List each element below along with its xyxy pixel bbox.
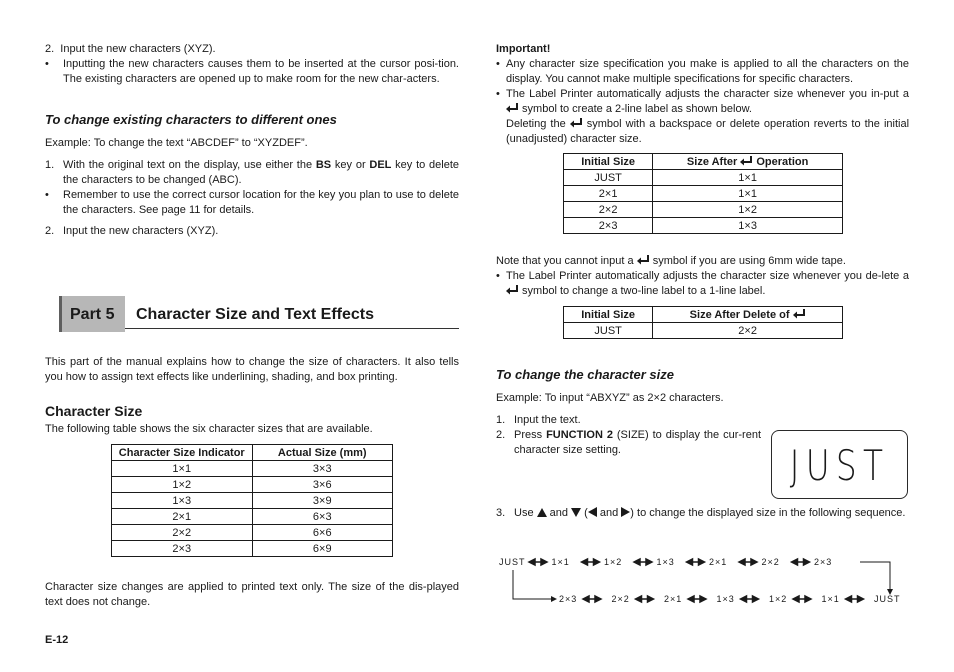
sequence-item: 2×3 <box>814 557 833 567</box>
return-symbol-icon <box>506 103 519 113</box>
double-arrow-icon <box>739 559 757 565</box>
step-1: 1. Input the text. <box>496 414 581 426</box>
table-header: Initial Size <box>564 307 653 323</box>
left-arrow-icon <box>588 507 597 517</box>
lcd-text: JUST <box>789 441 890 490</box>
sequence-item: JUST <box>499 557 526 567</box>
table-cell: 2×3 <box>112 541 253 557</box>
important-bullet-2: • The Label Printer automatically adjusts the character size whenever you in-put a symbol to create a 2-line label as shown below. Deleting the symbol with a backspace or delete operation reverts to the initial (unadjusted) character size. <box>496 88 910 145</box>
double-arrow-icon <box>687 559 705 565</box>
sequence-item: 1×1 <box>821 594 840 604</box>
table-cell: 6×6 <box>252 525 393 541</box>
table-cell: 3×6 <box>252 477 393 493</box>
table-cell: 2×2 <box>564 202 653 218</box>
bs-key: BS <box>315 159 332 171</box>
step-1: 1. With the original text on the display, use either the BS key or DEL key to delete the characters to be changed (ABC). <box>45 159 459 186</box>
table-row <box>112 541 393 557</box>
table-cell: 1×3 <box>653 218 843 234</box>
bullet-icon: • <box>45 58 49 70</box>
double-arrow-icon <box>688 596 706 602</box>
part-intro: This part of the manual explains how to change the size of characters. It also tells you how to assign text effects like underlining, shading, and box printing. <box>45 356 459 383</box>
table-header: Actual Size (mm) <box>252 445 393 461</box>
table-cell: 2×3 <box>564 218 653 234</box>
double-arrow-icon <box>636 596 654 602</box>
bullet-icon: • <box>496 58 500 70</box>
return-symbol-icon <box>570 118 583 128</box>
sequence-item: 2×2 <box>611 594 630 604</box>
char-size-heading: Character Size <box>45 403 143 419</box>
character-size-table <box>111 444 393 557</box>
size-sequence-diagram <box>493 553 923 613</box>
sequence-item: 1×3 <box>716 594 735 604</box>
table-cell: 6×9 <box>252 541 393 557</box>
table-row <box>564 170 843 186</box>
table-cell: 3×9 <box>252 493 393 509</box>
delete-return-bullet: • The Label Printer automatically adjusts the character size whenever you de-lete a symbol to change a two-line label to a 1-line label. <box>496 270 909 297</box>
table-header: Character Size Indicator <box>112 445 253 461</box>
table-row <box>112 509 393 525</box>
bullet-icon: • <box>496 270 500 282</box>
part-title-rule <box>125 328 459 329</box>
table-header-row <box>564 307 843 323</box>
part-label-box <box>59 296 125 332</box>
table-cell: 2×1 <box>564 186 653 202</box>
sequence-item: 2×1 <box>709 557 728 567</box>
right-column-important <box>496 42 909 147</box>
table-cell: 2×2 <box>653 323 843 339</box>
return-symbol-icon <box>793 309 806 319</box>
table-header: Size After Operation <box>653 154 843 170</box>
table-cell: JUST <box>564 323 653 339</box>
down-arrow-icon <box>571 508 581 517</box>
intro-step: 2. Input the new characters (XYZ). <box>45 43 216 55</box>
intro-bullet-text: Inputting the new characters causes them to be inserted at the cursor posi-tion. The existing characters are opened up to make room for the new char-acters. <box>63 58 459 85</box>
table-cell: JUST <box>564 170 653 186</box>
sequence-item: 1×3 <box>656 557 675 567</box>
table-cell: 2×2 <box>112 525 253 541</box>
up-arrow-icon <box>537 508 547 517</box>
right-step-3 <box>496 506 909 521</box>
page-number: E-12 <box>45 634 69 646</box>
sequence-item: 2×1 <box>664 594 683 604</box>
table-header: Size After Delete of <box>653 307 843 323</box>
important-label: Important! <box>496 43 551 55</box>
char-size-desc: The following table shows the six character sizes that are available. <box>45 423 373 435</box>
table-header: Initial Size <box>564 154 653 170</box>
table-cell: 1×3 <box>112 493 253 509</box>
table-cell: 1×2 <box>653 202 843 218</box>
sequence-item: 2×2 <box>761 557 780 567</box>
sequence-item: 1×2 <box>769 594 788 604</box>
part-title: Character Size and Text Effects <box>136 306 375 323</box>
section-title-change-size: To change the character size <box>496 367 674 382</box>
step-2: 2. Input the new characters (XYZ). <box>45 225 219 237</box>
return-symbol-icon <box>740 156 753 166</box>
table-row <box>112 493 393 509</box>
table-cell: 2×1 <box>112 509 253 525</box>
table-cell: 1×1 <box>653 186 843 202</box>
table-header-row <box>564 154 843 170</box>
table-row <box>564 202 843 218</box>
sequence-item: 1×2 <box>604 557 623 567</box>
return-symbol-icon <box>506 285 519 295</box>
table-row <box>112 477 393 493</box>
double-arrow-icon <box>846 596 864 602</box>
table-cell: 3×3 <box>252 461 393 477</box>
table-cell: 1×1 <box>112 461 253 477</box>
table-row <box>564 186 843 202</box>
double-arrow-icon <box>741 596 759 602</box>
bullet-icon: • <box>45 189 49 201</box>
lcd-display <box>771 430 908 499</box>
table-cell: 1×2 <box>112 477 253 493</box>
double-arrow-icon <box>792 559 810 565</box>
table-cell: 1×1 <box>653 170 843 186</box>
size-after-delete-table <box>563 306 843 339</box>
double-arrow-icon <box>793 596 811 602</box>
right-arrow-icon <box>621 507 630 517</box>
double-arrow-icon <box>529 559 547 565</box>
double-arrow-icon <box>634 559 652 565</box>
section-title-change-existing: To change existing characters to different ones <box>45 112 337 127</box>
return-symbol-icon <box>637 255 650 265</box>
bullet-cursor-note: • Remember to use the correct cursor location for the key you plan to use to delete the characters. See page 11 for details. <box>45 189 459 216</box>
example-text: Example: To change the text “ABCDEF” to “XYZDEF”. <box>45 137 308 149</box>
size-after-return-table <box>563 153 843 234</box>
sequence-item: 2×3 <box>559 594 578 604</box>
del-key: DEL <box>369 159 392 171</box>
sequence-item: 1×1 <box>551 557 570 567</box>
part-label: Part 5 <box>70 306 115 323</box>
left-example-block <box>45 136 459 239</box>
step-2: 2. Press FUNCTION 2 (SIZE) to display the cur-rent character size setting. <box>496 429 761 456</box>
function-2-key: FUNCTION 2 <box>546 429 613 441</box>
double-arrow-icon <box>582 559 600 565</box>
table-cell: 6×3 <box>252 509 393 525</box>
example-text: Example: To input “ABXYZ” as 2×2 characters. <box>496 392 724 404</box>
table-row <box>112 461 393 477</box>
footer-note: Character size changes are applied to printed text only. The size of the dis-played text does not change. <box>45 581 459 608</box>
right-steps <box>496 391 761 458</box>
double-arrow-icon <box>583 596 601 602</box>
right-note-block <box>496 254 909 299</box>
table-row <box>112 525 393 541</box>
bullet-icon: • <box>496 88 500 100</box>
step-3: 3. Use and ( and ) to change the displayed size in the following sequence. <box>496 507 906 519</box>
table-row <box>564 323 843 339</box>
important-bullet-1: • Any character size specification you make is applied to all the characters on the display. You cannot make multiple specifications for specific characters. <box>496 58 909 85</box>
table-header-row <box>112 445 393 461</box>
sequence-item: JUST <box>874 594 901 604</box>
left-column <box>45 42 459 87</box>
tape-note: Note that you cannot input a symbol if you are using 6mm wide tape. <box>496 255 846 267</box>
table-row <box>564 218 843 234</box>
intro-bullet <box>45 57 459 87</box>
